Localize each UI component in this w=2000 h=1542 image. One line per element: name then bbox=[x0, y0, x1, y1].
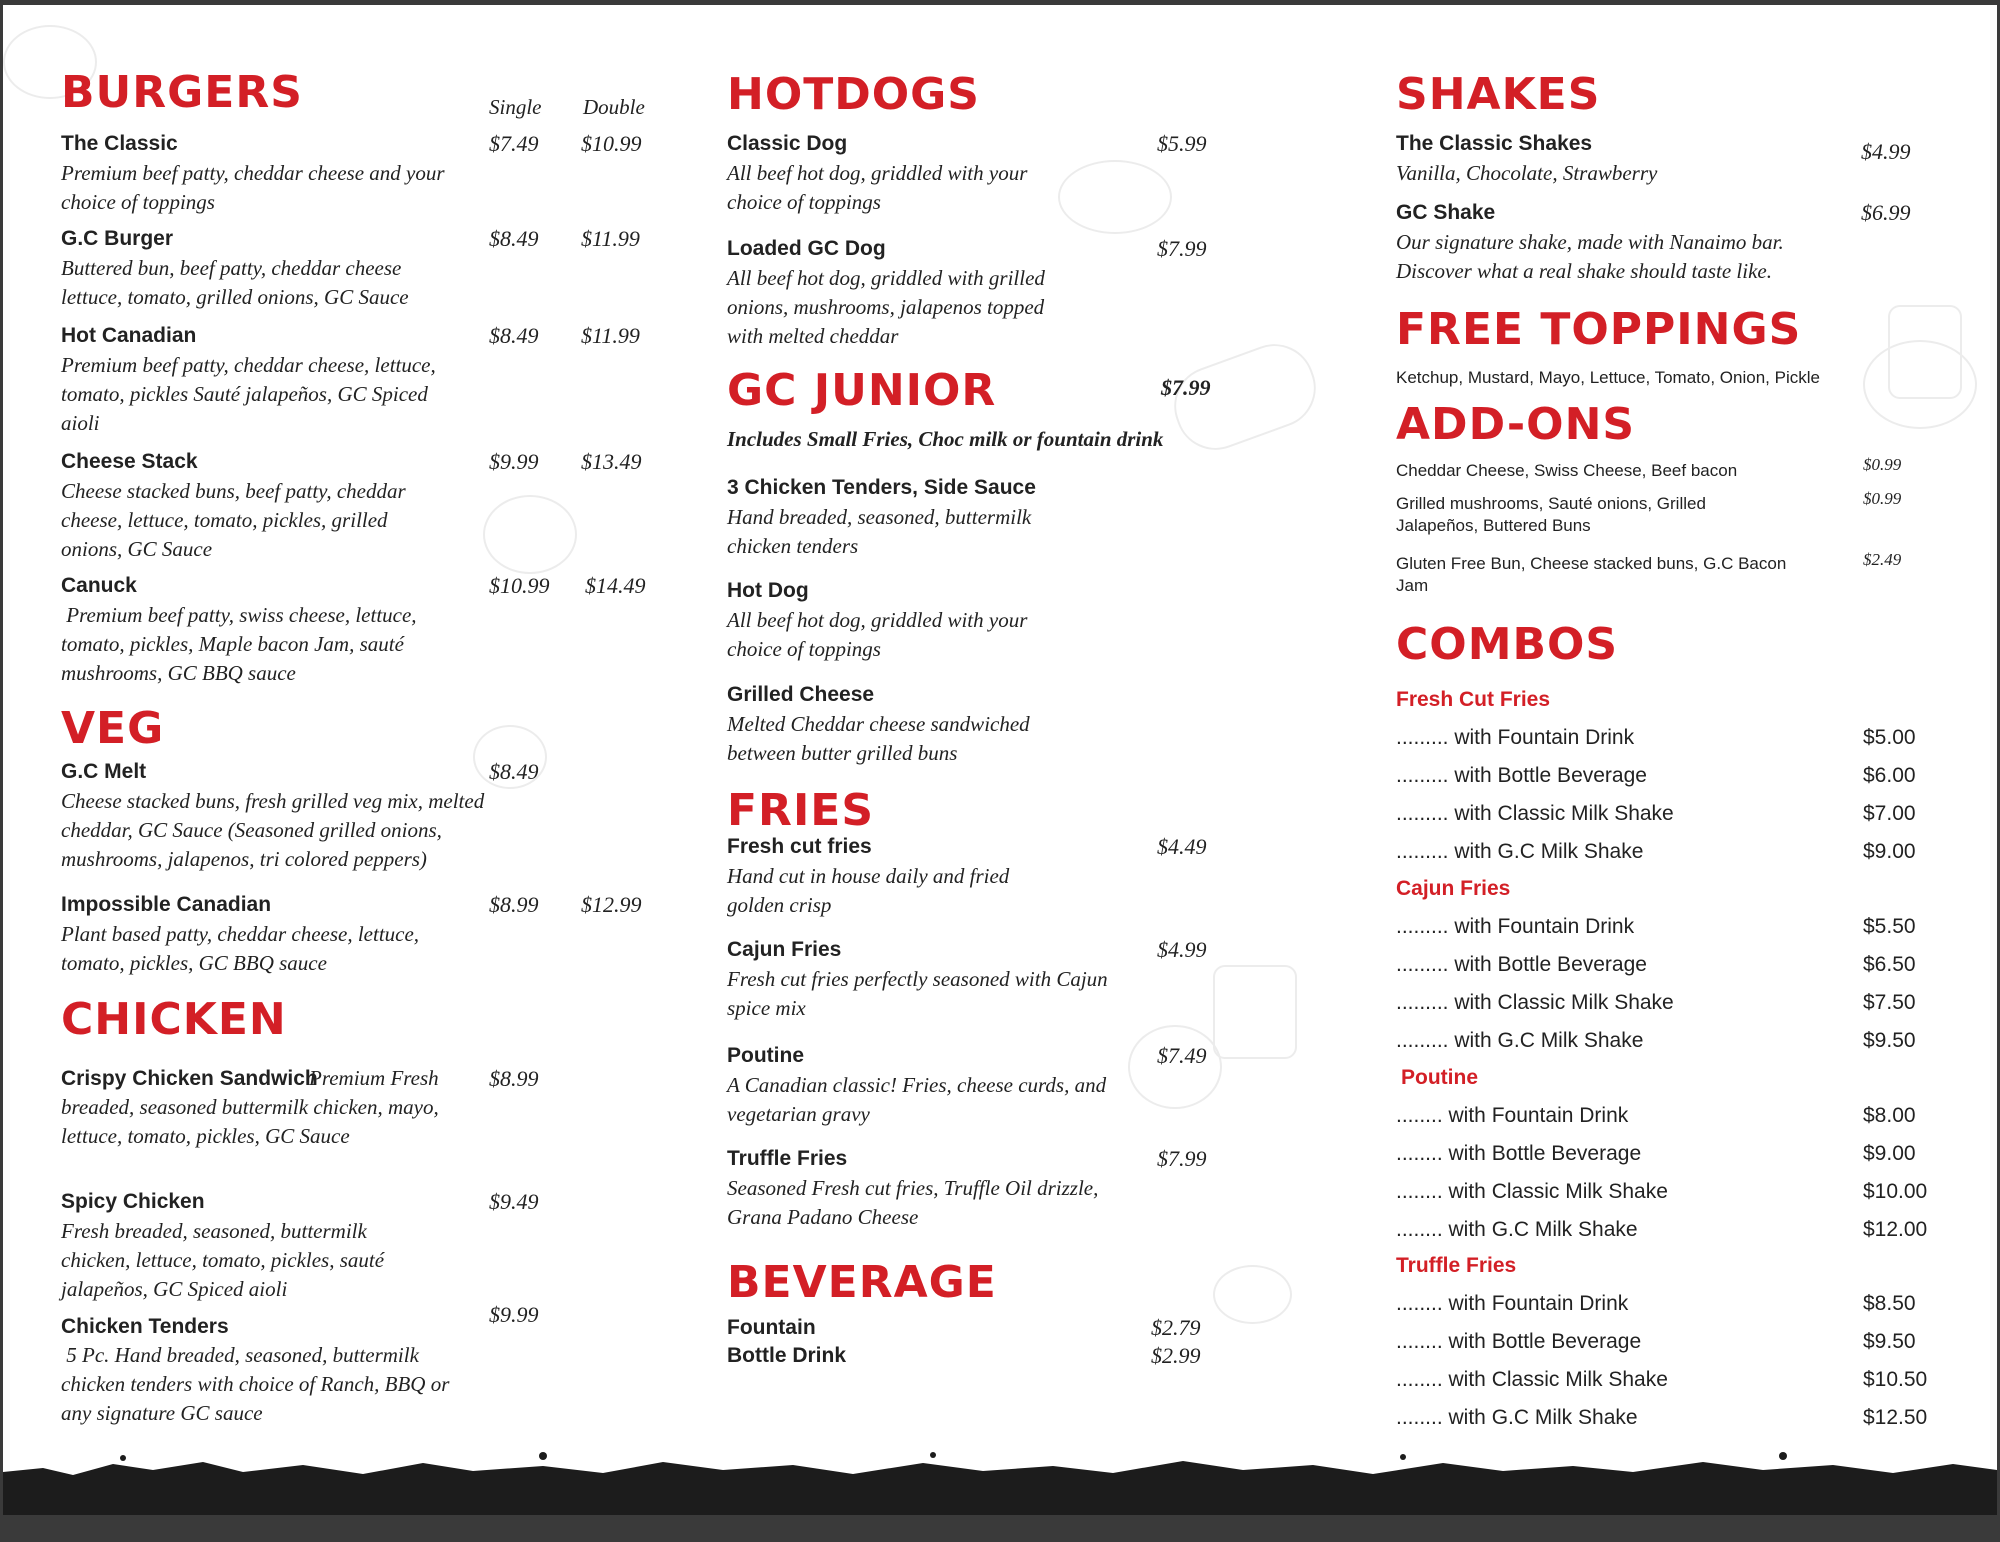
item-name: The Classic Shakes bbox=[1396, 132, 1593, 155]
beverage-heading: BEVERAGE bbox=[727, 1257, 997, 1308]
combo-option: ......... with Fountain Drink bbox=[1396, 915, 1635, 938]
combo-price: $5.00 bbox=[1863, 726, 1916, 749]
double-price: $13.49 bbox=[581, 449, 642, 474]
combo-price: $12.50 bbox=[1863, 1406, 1928, 1429]
combo-price: $10.00 bbox=[1863, 1180, 1928, 1203]
price: $7.99 bbox=[1157, 1146, 1207, 1171]
double-price: $11.99 bbox=[581, 226, 640, 251]
item-description: All beef hot dog, griddled with grilled onions, mushrooms, jalapenos topped with melted cheddar bbox=[727, 266, 1045, 348]
combo-option: ......... with Classic Milk Shake bbox=[1396, 802, 1674, 825]
double-price: $12.99 bbox=[581, 892, 642, 917]
item-description: Premium beef patty, cheddar cheese and your choice of toppings bbox=[61, 161, 445, 214]
item-name: G.C Burger bbox=[61, 227, 174, 250]
single-price: $10.99 bbox=[489, 573, 550, 598]
combo-price: $5.50 bbox=[1863, 915, 1916, 938]
price: $9.49 bbox=[489, 1189, 539, 1214]
combo-price: $9.50 bbox=[1863, 1029, 1916, 1052]
combo-group-title: Poutine bbox=[1401, 1066, 1478, 1089]
price: $7.99 bbox=[1157, 236, 1207, 261]
combo-option: ........ with Classic Milk Shake bbox=[1396, 1180, 1668, 1203]
item-description: breaded, seasoned buttermilk chicken, mayo, lettuce, tomato, pickles, GC Sauce bbox=[61, 1095, 439, 1148]
item-description: Fresh cut fries perfectly seasoned with Cajun spice mix bbox=[727, 967, 1108, 1020]
item-description: Hand cut in house daily and fried golden crisp bbox=[727, 864, 1010, 917]
item-name: Hot Canadian bbox=[61, 324, 197, 347]
item-name: Impossible Canadian bbox=[61, 893, 272, 916]
item-description: All beef hot dog, griddled with your choice of toppings bbox=[727, 608, 1028, 661]
combo-price: $9.00 bbox=[1863, 840, 1916, 863]
single-price: $8.49 bbox=[489, 226, 539, 251]
item-name: Bottle Drink bbox=[727, 1344, 847, 1367]
combo-price: $12.00 bbox=[1863, 1218, 1928, 1241]
add-on-price: $0.99 bbox=[1863, 455, 1902, 474]
item-name: The Classic bbox=[61, 132, 178, 155]
item-description: Fresh breaded, seasoned, buttermilk chicken, lettuce, tomato, pickles, sauté jalapeños, GC Spiced aioli bbox=[61, 1219, 385, 1301]
combos-heading: COMBOS bbox=[1396, 619, 1619, 670]
item-name: Cajun Fries bbox=[727, 938, 842, 961]
combo-group-title: Truffle Fries bbox=[1396, 1254, 1517, 1277]
price: $9.99 bbox=[489, 1302, 539, 1327]
combo-option: ......... with Classic Milk Shake bbox=[1396, 991, 1674, 1014]
item-name: Poutine bbox=[727, 1044, 804, 1067]
item-description: Premium beef patty, cheddar cheese, lettuce, tomato, pickles Sauté jalapeños, GC Spiced aioli bbox=[61, 353, 436, 435]
combo-option: ......... with Bottle Beverage bbox=[1396, 953, 1647, 976]
price: $2.79 bbox=[1151, 1315, 1201, 1340]
item-description: Melted Cheddar cheese sandwiched between butter grilled buns bbox=[727, 712, 1030, 765]
shakes-heading: SHAKES bbox=[1396, 69, 1601, 120]
price: $4.99 bbox=[1157, 937, 1207, 962]
item-description: Premium beef patty, swiss cheese, lettuce, tomato, pickles, Maple bacon Jam, sauté mushrooms, GC BBQ sauce bbox=[61, 603, 422, 685]
item-description: 5 Pc. Hand breaded, seasoned, buttermilk chicken tenders with choice of Ranch, BBQ or any signature GC sauce bbox=[61, 1343, 455, 1425]
item-name: Fountain bbox=[727, 1316, 816, 1339]
veg-heading: VEG bbox=[61, 703, 165, 754]
grunge-footer-band bbox=[3, 1450, 1997, 1515]
combo-price: $6.00 bbox=[1863, 764, 1916, 787]
burgers-heading: BURGERS bbox=[61, 67, 303, 118]
item-description: Seasoned Fresh cut fries, Truffle Oil drizzle, Grana Padano Cheese bbox=[727, 1176, 1099, 1229]
combo-group-title: Fresh Cut Fries bbox=[1396, 688, 1551, 711]
combo-option: ......... with G.C Milk Shake bbox=[1396, 840, 1644, 863]
combo-option: ......... with Bottle Beverage bbox=[1396, 764, 1647, 787]
combo-price: $10.50 bbox=[1863, 1368, 1928, 1391]
item-name: 3 Chicken Tenders, Side Sauce bbox=[727, 476, 1036, 499]
combo-option: ........ with Classic Milk Shake bbox=[1396, 1368, 1668, 1391]
double-price: $10.99 bbox=[581, 131, 642, 156]
price: $4.49 bbox=[1157, 834, 1207, 859]
price: $2.99 bbox=[1151, 1343, 1201, 1368]
item-name: Spicy Chicken bbox=[61, 1190, 205, 1213]
item-description: Buttered bun, beef patty, cheddar cheese lettuce, tomato, grilled onions, GC Sauce bbox=[61, 256, 409, 309]
double-column-label: Double bbox=[583, 95, 645, 119]
gc-junior-heading: GC JUNIOR bbox=[727, 365, 997, 416]
free-toppings-list: Ketchup, Mustard, Mayo, Lettuce, Tomato, Onion, Pickle bbox=[1396, 368, 1820, 387]
add-ons-heading: ADD-ONS bbox=[1396, 399, 1636, 450]
item-name: Truffle Fries bbox=[727, 1147, 848, 1170]
item-description: All beef hot dog, griddled with your choice of toppings bbox=[727, 161, 1028, 214]
item-name: Cheese Stack bbox=[61, 450, 198, 473]
combo-price: $8.00 bbox=[1863, 1104, 1916, 1127]
item-name: Crispy Chicken Sandwich bbox=[61, 1067, 318, 1090]
combo-option: ........ with G.C Milk Shake bbox=[1396, 1406, 1638, 1429]
combo-price: $7.00 bbox=[1863, 802, 1916, 825]
item-description: Cheese stacked buns, fresh grilled veg mix, melted cheddar, GC Sauce (Seasoned grilled onions, mushrooms, jalapenos, tri colored peppers) bbox=[61, 789, 485, 871]
combo-option: ........ with Bottle Beverage bbox=[1396, 1330, 1642, 1353]
combo-price: $9.50 bbox=[1863, 1330, 1916, 1353]
combo-price: $9.00 bbox=[1863, 1142, 1916, 1165]
single-column-label: Single bbox=[489, 95, 542, 119]
column-right bbox=[3, 5, 1997, 1450]
item-description: Vanilla, Chocolate, Strawberry bbox=[1396, 161, 1658, 185]
single-price: $8.49 bbox=[489, 323, 539, 348]
hotdogs-heading: HOTDOGS bbox=[727, 69, 980, 120]
gc-junior-price: $7.99 bbox=[1161, 375, 1211, 400]
gc-junior-note: Includes Small Fries, Choc milk or fountain drink bbox=[727, 427, 1164, 451]
item-description: Cheese stacked buns, beef patty, cheddar cheese, lettuce, tomato, pickles, grilled onions, GC Sauce bbox=[61, 479, 406, 561]
double-price: $11.99 bbox=[581, 323, 640, 348]
item-description: Our signature shake, made with Nanaimo bar. Discover what a real shake should taste like. bbox=[1396, 230, 1784, 283]
price: $4.99 bbox=[1861, 139, 1911, 164]
add-on-price: $0.99 bbox=[1863, 489, 1902, 508]
combo-group-title: Cajun Fries bbox=[1396, 877, 1511, 900]
double-price: $14.49 bbox=[585, 573, 646, 598]
combo-option: ........ with Fountain Drink bbox=[1396, 1104, 1629, 1127]
price: $7.49 bbox=[1157, 1043, 1207, 1068]
item-name-suffix: Premium Fresh bbox=[309, 1066, 439, 1090]
item-name: Loaded GC Dog bbox=[727, 237, 886, 260]
item-name: Hot Dog bbox=[727, 579, 809, 602]
free-toppings-heading: FREE TOPPINGS bbox=[1396, 304, 1802, 355]
item-description: A Canadian classic! Fries, cheese curds, and vegetarian gravy bbox=[727, 1073, 1107, 1126]
item-description: Hand breaded, seasoned, buttermilk chicken tenders bbox=[727, 505, 1032, 558]
add-on-price: $2.49 bbox=[1863, 550, 1902, 569]
combo-option: ........ with Bottle Beverage bbox=[1396, 1142, 1642, 1165]
price: $8.99 bbox=[489, 1066, 539, 1091]
add-on-item: Cheddar Cheese, Swiss Cheese, Beef bacon bbox=[1396, 461, 1738, 480]
item-description: Plant based patty, cheddar cheese, lettuce, tomato, pickles, GC BBQ sauce bbox=[61, 922, 420, 975]
combo-option: ........ with G.C Milk Shake bbox=[1396, 1218, 1638, 1241]
chicken-heading: CHICKEN bbox=[61, 994, 287, 1045]
price: $5.99 bbox=[1157, 131, 1207, 156]
item-name: Canuck bbox=[61, 574, 137, 597]
price: $6.99 bbox=[1861, 200, 1911, 225]
combo-price: $6.50 bbox=[1863, 953, 1916, 976]
menu-page bbox=[3, 5, 1997, 1515]
item-name: Fresh cut fries bbox=[727, 835, 872, 858]
single-price: $8.49 bbox=[489, 759, 539, 784]
combo-option: ......... with G.C Milk Shake bbox=[1396, 1029, 1644, 1052]
item-name: Grilled Cheese bbox=[727, 683, 875, 706]
item-name: G.C Melt bbox=[61, 760, 147, 783]
combo-option: ........ with Fountain Drink bbox=[1396, 1292, 1629, 1315]
item-name: Chicken Tenders bbox=[61, 1315, 229, 1338]
single-price: $9.99 bbox=[489, 449, 539, 474]
add-on-item: Gluten Free Bun, Cheese stacked buns, G.C Bacon Jam bbox=[1396, 554, 1787, 595]
add-on-item: Grilled mushrooms, Sauté onions, Grilled Jalapeños, Buttered Buns bbox=[1396, 494, 1706, 535]
fries-heading: FRIES bbox=[727, 785, 875, 836]
single-price: $7.49 bbox=[489, 131, 539, 156]
item-name: GC Shake bbox=[1396, 201, 1496, 224]
combo-price: $7.50 bbox=[1863, 991, 1916, 1014]
item-name: Classic Dog bbox=[727, 132, 848, 155]
combo-option: ......... with Fountain Drink bbox=[1396, 726, 1635, 749]
single-price: $8.99 bbox=[489, 892, 539, 917]
combo-price: $8.50 bbox=[1863, 1292, 1916, 1315]
